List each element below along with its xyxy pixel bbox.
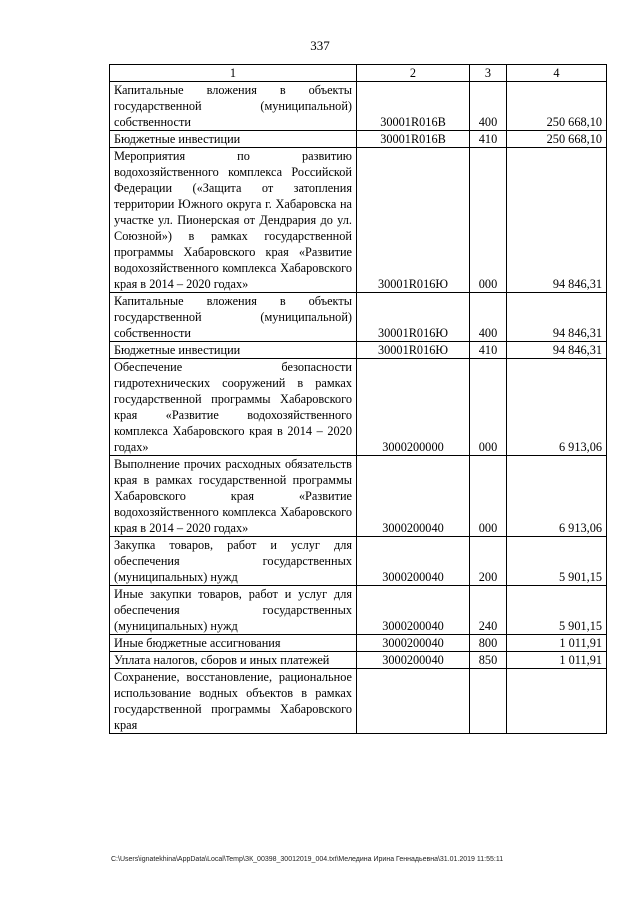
row-code: 3000200040 (357, 537, 470, 586)
row-sum: 94 846,31 (507, 293, 607, 342)
row-code: 30001R016B (357, 82, 470, 131)
row-sum: 94 846,31 (507, 342, 607, 359)
row-kind: 200 (470, 537, 507, 586)
row-name: Сохранение, восстановление, рациональное использование водных объектов в рамках государственной программы Хабаровского края (110, 669, 357, 734)
row-kind (470, 669, 507, 734)
row-sum: 1 011,91 (507, 652, 607, 669)
header-cell: 4 (507, 65, 607, 82)
table-row (110, 537, 607, 586)
row-sum: 6 913,06 (507, 456, 607, 537)
row-name: Иные бюджетные ассигнования (110, 635, 357, 652)
row-kind: 000 (470, 148, 507, 293)
row-kind: 240 (470, 586, 507, 635)
row-name: Уплата налогов, сборов и иных платежей (110, 652, 357, 669)
table-row (110, 456, 607, 537)
row-kind: 000 (470, 359, 507, 456)
row-name: Бюджетные инвестиции (110, 131, 357, 148)
row-name: Капитальные вложения в объекты государственной (муниципальной) собственности (110, 82, 357, 131)
file-path-footer: C:\Users\ignatekhina\AppData\Local\Temp\ЗК_00398_30012019_004.txt\Меледина Ирина Геннадьевна\31.01.2019 11:55:11 (111, 856, 504, 863)
table-row (110, 669, 607, 734)
budget-table (109, 64, 607, 734)
row-name: Бюджетные инвестиции (110, 342, 357, 359)
row-code (357, 669, 470, 734)
row-code: 3000200040 (357, 652, 470, 669)
row-kind: 000 (470, 456, 507, 537)
row-code: 30001R016Ю (357, 342, 470, 359)
row-sum: 1 011,91 (507, 635, 607, 652)
row-name: Обеспечение безопасности гидротехнических сооружений в рамках государственной программы Хабаровского края «Развитие водохозяйственного комплекса Хабаровского края в 2014 – 2020 годах» (110, 359, 357, 456)
row-sum (507, 669, 607, 734)
row-code: 3000200040 (357, 635, 470, 652)
row-name: Мероприятия по развитию водохозяйственного комплекса Российской Федерации («Защита от затопления территории Южного округа г. Хабаровска на участке ул. Пионерская от Дендрария до ул. Союзной») в рамках государственной программы Хабаровского края «Развитие водохозяйственного комплекса Хабаровского края в 2014 – 2020 годах» (110, 148, 357, 293)
row-kind: 410 (470, 131, 507, 148)
row-kind: 850 (470, 652, 507, 669)
row-sum: 94 846,31 (507, 148, 607, 293)
table-row (110, 148, 607, 293)
row-code: 3000200040 (357, 456, 470, 537)
header-cell: 2 (357, 65, 470, 82)
table-row (110, 586, 607, 635)
table-row (110, 82, 607, 131)
header-cell: 3 (470, 65, 507, 82)
row-kind: 400 (470, 82, 507, 131)
row-name: Иные закупки товаров, работ и услуг для обеспечения государственных (муниципальных) нужд (110, 586, 357, 635)
row-sum: 250 668,10 (507, 82, 607, 131)
table-row (110, 652, 607, 669)
row-sum: 250 668,10 (507, 131, 607, 148)
row-code: 30001R016Ю (357, 293, 470, 342)
table-row (110, 293, 607, 342)
row-name: Закупка товаров, работ и услуг для обеспечения государственных (муниципальных) нужд (110, 537, 357, 586)
row-sum: 5 901,15 (507, 537, 607, 586)
table-row (110, 359, 607, 456)
row-kind: 410 (470, 342, 507, 359)
row-sum: 6 913,06 (507, 359, 607, 456)
row-code: 30001R016B (357, 131, 470, 148)
page-number: 337 (310, 38, 330, 53)
row-sum: 5 901,15 (507, 586, 607, 635)
row-code: 3000200040 (357, 586, 470, 635)
table-header-row (110, 65, 607, 82)
row-kind: 800 (470, 635, 507, 652)
row-code: 3000200000 (357, 359, 470, 456)
row-kind: 400 (470, 293, 507, 342)
row-name: Выполнение прочих расходных обязательств края в рамках государственной программы Хабаровского края «Развитие водохозяйственного комплекса Хабаровского края в 2014 – 2020 годах» (110, 456, 357, 537)
table-row (110, 342, 607, 359)
table-row (110, 635, 607, 652)
row-code: 30001R016Ю (357, 148, 470, 293)
row-name: Капитальные вложения в объекты государственной (муниципальной) собственности (110, 293, 357, 342)
header-cell: 1 (110, 65, 357, 82)
table-row (110, 131, 607, 148)
